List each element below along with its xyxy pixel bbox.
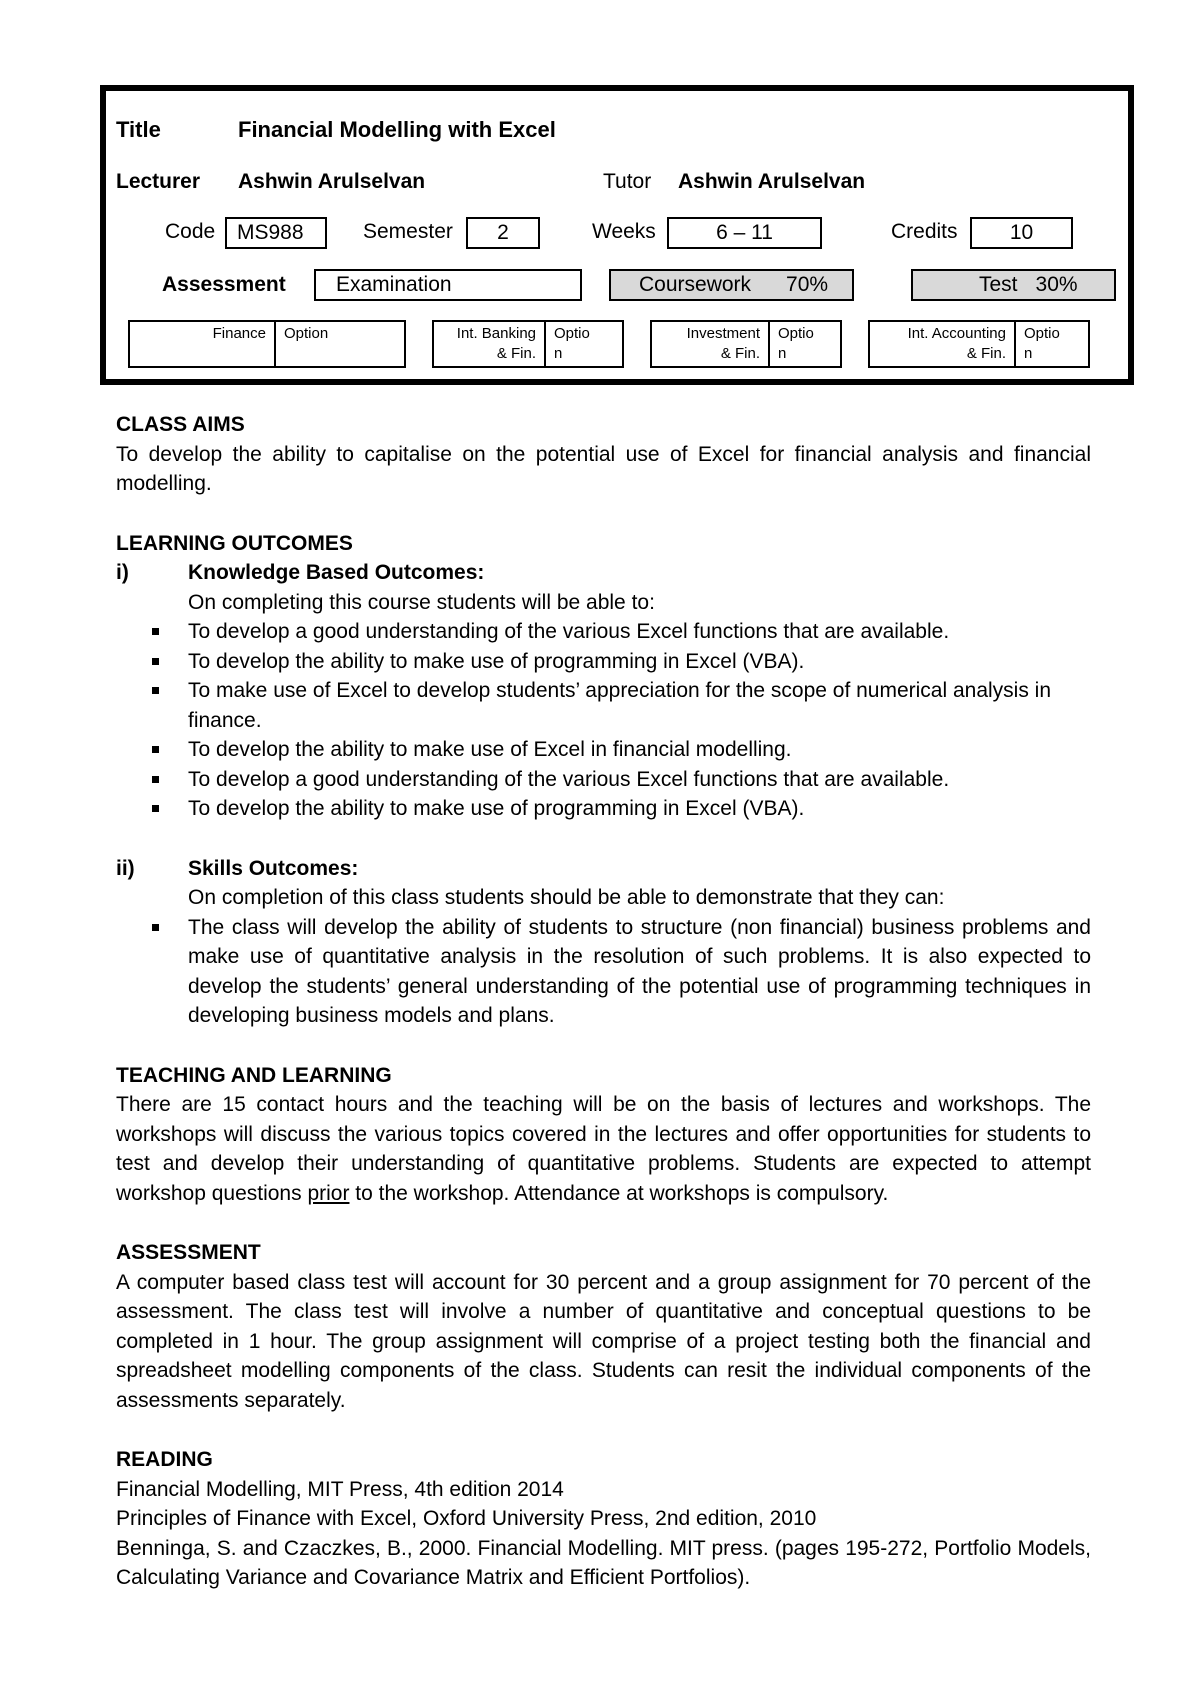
code-field (225, 217, 327, 249)
list-item: To make use of Excel to develop students’ appreciation for the scope of numerical analysis in finance. (116, 676, 1091, 735)
option-program: Investment & Fin. (652, 322, 770, 366)
title-value: Financial Modelling with Excel (238, 117, 556, 142)
reading-item: Principles of Finance with Excel, Oxford University Press, 2nd edition, 2010 (116, 1507, 817, 1530)
knowledge-outcomes-title: Knowledge Based Outcomes: (188, 561, 485, 584)
semester-value: 2 (497, 221, 509, 244)
title-label: Title (116, 117, 161, 142)
assessment-label: Assessment (162, 273, 286, 296)
credits-value: 10 (1009, 221, 1034, 244)
tutor-value: Ashwin Arulselvan (678, 170, 866, 193)
code-label: Code (165, 220, 216, 243)
test-field (911, 269, 1116, 301)
reading-item: Financial Modelling, MIT Press, 4th edition 2014 (116, 1477, 564, 1501)
semester-field (466, 217, 540, 249)
list-item: To develop the ability to make use of programming in Excel (VBA). (116, 794, 1091, 824)
weeks-field (667, 217, 822, 249)
coursework-percent: 70% (786, 273, 829, 296)
teaching-text: There are 15 contact hours and the teaching will be on the basis of lectures and workshops. The workshops will discuss the various topics covered in the lectures and offer opportunities for students to test and develop their understanding of quantitative problems. Students are expected to attempt workshop questions prior to the workshop. Attendance at workshops is compulsory. (116, 1093, 1091, 1205)
list-item: The class will develop the ability of students to structure (non financial) business problems and make use of quantitative analysis in the resolution of such problems. It is also expected to develop the students’ general understanding of the potential use of programming techniques in developing business models and plans. (116, 913, 1091, 1031)
credits-field (970, 217, 1073, 249)
assessment-text: A computer based class test will account for 30 percent and a group assignment for 70 percent of the assessment. The class test will involve a number of quantitative and conceptual questions to be completed in 1 hour. The group assignment will comprise of a project testing both the financial and spreadsheet modelling components of the class. Students can resit the individual components of the assessments separately. (116, 1270, 1091, 1412)
lecturer-label: Lecturer (116, 170, 201, 193)
option-program: Int. Accounting & Fin. (870, 322, 1016, 366)
reading-item: Benninga, S. and Czaczkes, B., 2000. Financial Modelling. MIT press. (pages 195-272, Portfolio Models, Calculating Variance and Covariance Matrix and Efficient Portfolios). (116, 1536, 1091, 1589)
knowledge-outcomes-intro: On completing this course students will be able to: (188, 590, 655, 614)
weeks-label: Weeks (592, 220, 656, 243)
credits-label: Credits (891, 220, 958, 243)
reading-title: READING (116, 1448, 213, 1471)
option-status: Optio n (554, 325, 590, 362)
knowledge-outcomes-number: i) (116, 561, 129, 584)
skills-outcomes-heading (116, 854, 1091, 884)
test-label: Test (979, 273, 1018, 296)
prior-underlined: prior (307, 1181, 350, 1205)
square-bullet-icon (152, 658, 159, 665)
option-table-investment (650, 320, 842, 368)
list-item: To develop the ability to make use of Excel in financial modelling. (116, 735, 1091, 765)
option-program: Finance (130, 322, 276, 366)
option-table-int-banking (432, 320, 624, 368)
square-bullet-icon (152, 924, 159, 931)
square-bullet-icon (152, 687, 159, 694)
class-description (116, 410, 1091, 1593)
teaching-title: TEACHING AND LEARNING (116, 1063, 392, 1087)
examination-field (314, 269, 582, 301)
coursework-field (609, 269, 854, 301)
square-bullet-icon (152, 805, 159, 812)
square-bullet-icon (152, 776, 159, 783)
option-status: Option (284, 325, 329, 342)
list-item: To develop the ability to make use of programming in Excel (VBA). (116, 647, 1091, 677)
skills-outcomes-title: Skills Outcomes: (188, 856, 359, 880)
assessment-title: ASSESSMENT (116, 1241, 261, 1264)
semester-label: Semester (363, 220, 453, 243)
tutor-label: Tutor (603, 170, 652, 193)
skills-outcomes-list (116, 913, 1091, 1031)
learning-outcomes-title: LEARNING OUTCOMES (116, 531, 353, 555)
class-aims-title: CLASS AIMS (116, 413, 245, 436)
square-bullet-icon (152, 746, 159, 753)
class-aims-text: To develop the ability to capitalise on the potential use of Excel for financial analysis and financial modelling. (116, 442, 1091, 495)
skills-outcomes-number: ii) (116, 856, 135, 880)
test-percent: 30% (1035, 273, 1078, 296)
skills-outcomes-intro: On completion of this class students should be able to demonstrate that they can: (188, 886, 945, 909)
square-bullet-icon (152, 628, 159, 635)
code-value: MS988 (237, 221, 304, 244)
option-status: Optio n (1024, 325, 1060, 362)
list-item: To develop a good understanding of the various Excel functions that are available. (116, 765, 1091, 795)
knowledge-outcomes-heading (116, 558, 1091, 588)
coursework-label: Coursework (639, 273, 752, 296)
option-program: Int. Banking & Fin. (434, 322, 546, 366)
list-item: To develop a good understanding of the various Excel functions that are available. (116, 617, 1091, 647)
examination-label: Examination (336, 273, 452, 296)
lecturer-value: Ashwin Arulselvan (238, 170, 426, 193)
option-table-int-accounting (868, 320, 1090, 368)
option-table-finance (128, 320, 406, 368)
weeks-value: 6 – 11 (716, 221, 773, 244)
option-status: Optio n (778, 325, 814, 362)
knowledge-outcomes-list (116, 617, 1091, 824)
